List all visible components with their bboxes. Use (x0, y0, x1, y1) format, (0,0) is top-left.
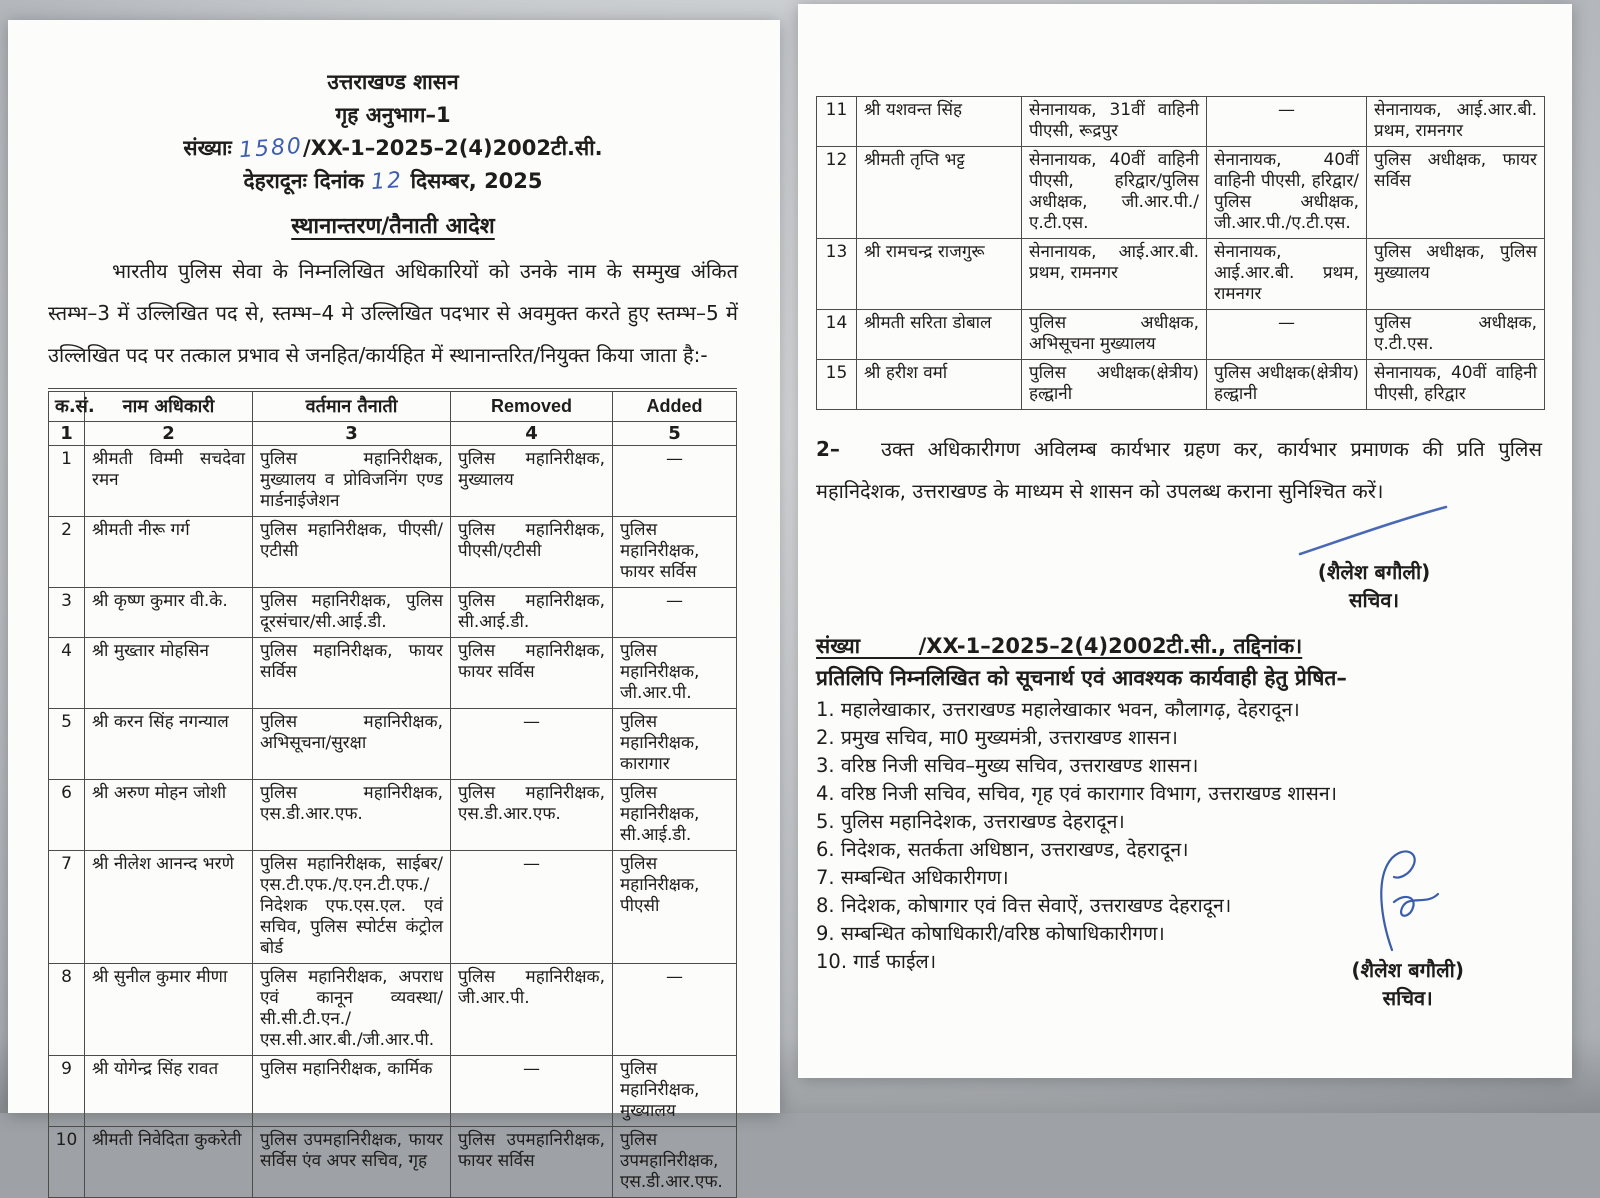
table-row (49, 446, 737, 517)
serial-cell: 15 (817, 360, 857, 410)
signature-block-1 (1294, 502, 1454, 614)
posting-cell: पुलिस महानिरीक्षक, फायर सर्विस (253, 638, 451, 709)
copy-list-item: वरिष्ठ निजी सचिव, सचिव, गृह एवं कारागार विभाग, उत्तराखण्ड शासन। (840, 782, 1338, 805)
table-row (49, 638, 737, 709)
posting-cell: — (613, 964, 737, 1056)
posting-cell: पुलिस महानिरीक्षक, पीएसी/एटीसी (451, 517, 613, 588)
posting-cell: श्रीमती निवेदिता कुकरेती (85, 1127, 253, 1198)
posting-cell: पुलिस महानिरीक्षक, जी.आर.पी. (613, 638, 737, 709)
posting-cell: पुलिस महानिरीक्षक, फायर सर्विस (451, 638, 613, 709)
serial-cell: 7 (49, 851, 85, 964)
posting-cell: श्रीमती विम्मी सचदेवा रमन (85, 446, 253, 517)
posting-cell: पुलिस महानिरीक्षक, मुख्यालय (613, 1056, 737, 1127)
number-label: संख्याः (183, 136, 232, 160)
handwritten-date: 12 (370, 167, 405, 196)
serial-cell: 3 (49, 588, 85, 638)
serial-cell: 12 (817, 147, 857, 239)
posting-cell: — (1207, 97, 1367, 147)
posting-cell: पुलिस महानिरीक्षक, एस.डी.आर.एफ. (451, 780, 613, 851)
col-header-added: Added (613, 390, 737, 422)
posting-cell: पुलिस महानिरीक्षक, पीएसी (613, 851, 737, 964)
serial-cell: 11 (817, 97, 857, 147)
signatory-name: (शैलेश बगौली) (1317, 560, 1431, 584)
posting-cell: पुलिस महानिरीक्षक, अपराध एवं कानून व्यवस्था/सी.सी.टी.एन./एस.सी.आर.बी./जी.आर.पी. (253, 964, 451, 1056)
posting-cell: श्री रामचन्द्र राजगुरू (857, 239, 1022, 310)
posting-cell: श्री मुख्तार मोहसिन (85, 638, 253, 709)
copy-list-item: प्रमुख सचिव, मा0 मुख्यमंत्री, उत्तराखण्ड शासन। (840, 726, 1178, 749)
table-row (49, 851, 737, 964)
table-row (817, 97, 1545, 147)
table-row (817, 360, 1545, 410)
posting-cell: सेनानायक, आई.आर.बी. प्रथम, रामनगर (1367, 97, 1545, 147)
posting-cell: पुलिस अधीक्षक(क्षेत्रीय) हल्द्वानी (1022, 360, 1207, 410)
posting-cell: पुलिस महानिरीक्षक, फायर सर्विस (613, 517, 737, 588)
number-rest: /XX-1–2025–2(4)2002टी.सी. (303, 136, 603, 160)
posting-cell: श्रीमती नीरू गर्ग (85, 517, 253, 588)
serial-cell: 5 (49, 709, 85, 780)
copy-list-item: पुलिस महानिदेशक, उत्तराखण्ड देहरादून। (840, 810, 1125, 833)
serial-cell: 4 (49, 638, 85, 709)
opening-paragraph: भारतीय पुलिस सेवा के निम्नलिखित अधिकारियों को उनके नाम के सम्मुख अंकित स्तम्भ–3 में उल्लिखित पद से, स्तम्भ–4 मे उल्लिखित पदभार से अवमुक्त करते हुए स्तम्भ–5 में उल्लिखित पद पर तत्काल प्रभाव से जनहित/कार्यहित में स्थानान्तरित/नियुक्त किया जाता है:- (48, 259, 738, 367)
transfer-table-page-2 (816, 96, 1545, 410)
handwritten-letter-number: 1580 (238, 133, 304, 164)
posting-cell: श्री कृष्ण कुमार वी.के. (85, 588, 253, 638)
posting-cell: — (613, 588, 737, 638)
table-row (49, 964, 737, 1056)
posting-cell: श्री करन सिंह नगन्याल (85, 709, 253, 780)
posting-cell: पुलिस उपमहानिरीक्षक, फायर सर्विस एंव अपर सचिव, गृह (253, 1127, 451, 1198)
copy-list-item: निदेशक, सतर्कता अधिष्ठान, उत्तराखण्ड, देहरादून। (840, 838, 1189, 861)
posting-cell: पुलिस महानिरीक्षक, जी.आर.पी. (451, 964, 613, 1056)
posting-cell: पुलिस अधीक्षक(क्षेत्रीय) हल्द्वानी (1207, 360, 1367, 410)
posting-cell: पुलिस महानिरीक्षक, साईबर/एस.टी.एफ./ए.एन.टी.एफ./निदेशक एफ.एस.एल. एवं सचिव, पुलिस स्पोर्टस कंट्रोल बोर्ड (253, 851, 451, 964)
signature-block-2 (1351, 846, 1464, 1012)
posting-cell: श्री सुनील कुमार मीणा (85, 964, 253, 1056)
col-header-current-posting: वर्तमान तैनाती (253, 390, 451, 422)
posting-cell: पुलिस महानिरीक्षक, अभिसूचना/सुरक्षा (253, 709, 451, 780)
paragraph-2-number: 2– (816, 437, 840, 461)
signature-stroke-icon (1294, 502, 1454, 558)
copy-list-item: वरिष्ठ निजी सचिव–मुख्य सचिव, उत्तराखण्ड शासन। (840, 754, 1199, 777)
table-row (49, 1127, 737, 1198)
posting-cell: — (1207, 310, 1367, 360)
serial-cell: 13 (817, 239, 857, 310)
col-header-serial: क.सं. (49, 390, 85, 422)
posting-cell: पुलिस अधीक्षक, पुलिस मुख्यालय (1367, 239, 1545, 310)
copy-list-item: सम्बन्धित अधिकारीगण। (840, 866, 1009, 889)
table-row (817, 310, 1545, 360)
table-row (49, 780, 737, 851)
serial-cell: 8 (49, 964, 85, 1056)
posting-cell: सेनानायक, आई.आर.बी. प्रथम, रामनगर (1207, 239, 1367, 310)
place-date-line: देहरादूनः दिनांक 12 दिसम्बर, 2025 (48, 165, 738, 198)
serial-cell: 2 (49, 517, 85, 588)
posting-cell: — (613, 446, 737, 517)
table-row (49, 517, 737, 588)
column-number-row: 1 2 3 4 5 (49, 422, 737, 446)
copy-list-item: सम्बन्धित कोषाधिकारी/वरिष्ठ कोषाधिकारीगण। (840, 922, 1165, 945)
posting-cell: पुलिस उपमहानिरीक्षक, एस.डी.आर.एफ. (613, 1127, 737, 1198)
signature-scribble-icon (1352, 846, 1464, 956)
posting-cell: श्री योगेन्द्र सिंह रावत (85, 1056, 253, 1127)
col-header-officer-name: नाम अधिकारी (85, 390, 253, 422)
posting-cell: श्री हरीश वर्मा (857, 360, 1022, 410)
posting-cell: पुलिस महानिरीक्षक, मुख्यालय व प्रोविजनिंग एण्ड मार्डनाईजेशन (253, 446, 451, 517)
letter-number-line (48, 132, 738, 165)
copy-list-item: महालेखाकार, उत्तराखण्ड महालेखाकार भवन, कौलागढ़, देहरादून। (840, 698, 1300, 721)
posting-cell: श्रीमती तृप्ति भट्ट (857, 147, 1022, 239)
posting-cell: श्री नीलेश आनन्द भरणे (85, 851, 253, 964)
posting-cell: पुलिस महानिरीक्षक, कारागार (613, 709, 737, 780)
posting-cell: श्री यशवन्त सिंह (857, 97, 1022, 147)
posting-cell: पुलिस अधीक्षक, फायर सर्विस (1367, 147, 1545, 239)
serial-cell: 9 (49, 1056, 85, 1127)
document-page-1 (8, 20, 780, 1192)
posting-cell: — (451, 851, 613, 964)
table-row (49, 1056, 737, 1127)
signatory-title: सचिव। (1382, 986, 1433, 1010)
table-row (49, 588, 737, 638)
posting-cell: सेनानायक, 31वीं वाहिनी पीएसी, रूद्रपुर (1022, 97, 1207, 147)
letter-head (48, 66, 738, 198)
document-page-2 (798, 4, 1572, 1078)
posting-cell: श्री अरुण मोहन जोशी (85, 780, 253, 851)
posting-cell: पुलिस महानिरीक्षक, कार्मिक (253, 1056, 451, 1127)
posting-cell: पुलिस उपमहानिरीक्षक, फायर सर्विस (451, 1127, 613, 1198)
posting-cell: पुलिस महानिरीक्षक, पुलिस दूरसंचार/सी.आई.डी. (253, 588, 451, 638)
posting-cell: सेनानायक, आई.आर.बी. प्रथम, रामनगर (1022, 239, 1207, 310)
paragraph-2: 2– उक्त अधिकारीगण अविलम्ब कार्यभार ग्रहण कर, कार्यभार प्रमाणक की प्रति पुलिस महानिदेशक, उत्तराखण्ड के माध्यम से शासन को उपलब्ध कराना सुनिश्चित करें। (816, 437, 1542, 503)
posting-cell: पुलिस महानिरीक्षक, सी.आई.डी. (613, 780, 737, 851)
copy-number-line: संख्या /XX-1–2025–2(4)2002टी.सी., तद्दिनांक। (816, 634, 1303, 658)
posting-cell: पुलिस महानिरीक्षक, सी.आई.डी. (451, 588, 613, 638)
serial-cell: 10 (49, 1127, 85, 1198)
order-title: स्थानान्तरण/तैनाती आदेश (291, 214, 495, 239)
signatory-title: सचिव। (1348, 588, 1400, 612)
serial-cell: 1 (49, 446, 85, 517)
posting-cell: श्रीमती सरिता डोबाल (857, 310, 1022, 360)
posting-cell: सेनानायक, 40वीं वाहिनी पीएसी, हरिद्वार/पुलिस अधीक्षक, जी.आर.पी./ए.टी.एस. (1207, 147, 1367, 239)
serial-cell: 6 (49, 780, 85, 851)
posting-cell: — (451, 709, 613, 780)
transfer-table-page-1 (48, 388, 737, 1198)
serial-cell: 14 (817, 310, 857, 360)
government-name: उत्तराखण्ड शासन (327, 70, 459, 94)
posting-cell: सेनानायक, 40वीं वाहिनी पीएसी, हरिद्वार/पुलिस अधीक्षक, जी.आर.पी./ए.टी.एस. (1022, 147, 1207, 239)
department-name: गृह अनुभाग–1 (335, 103, 451, 127)
table-row (49, 709, 737, 780)
copy-heading: प्रतिलिपि निम्नलिखित को सूचनार्थ एवं आवश्यक कार्यवाही हेतु प्रेषित– (816, 666, 1347, 690)
copy-list-item: गार्ड फाईल। (853, 950, 937, 973)
posting-cell: पुलिस महानिरीक्षक, पीएसी/एटीसी (253, 517, 451, 588)
posting-cell: — (451, 1056, 613, 1127)
col-header-removed: Removed (451, 390, 613, 422)
copy-list-item: निदेशक, कोषागार एवं वित्त सेवाऐं, उत्तराखण्ड देहरादून। (840, 894, 1232, 917)
posting-cell: पुलिस अधीक्षक, ए.टी.एस. (1367, 310, 1545, 360)
posting-cell: पुलिस अधीक्षक, अभिसूचना मुख्यालय (1022, 310, 1207, 360)
signatory-name: (शैलेश बगौली) (1351, 958, 1464, 982)
table-row (817, 147, 1545, 239)
posting-cell: पुलिस महानिरीक्षक, मुख्यालय (451, 446, 613, 517)
table-header-row (49, 390, 737, 422)
table-row (817, 239, 1545, 310)
posting-cell: पुलिस महानिरीक्षक, एस.डी.आर.एफ. (253, 780, 451, 851)
posting-cell: सेनानायक, 40वीं वाहिनी पीएसी, हरिद्वार (1367, 360, 1545, 410)
